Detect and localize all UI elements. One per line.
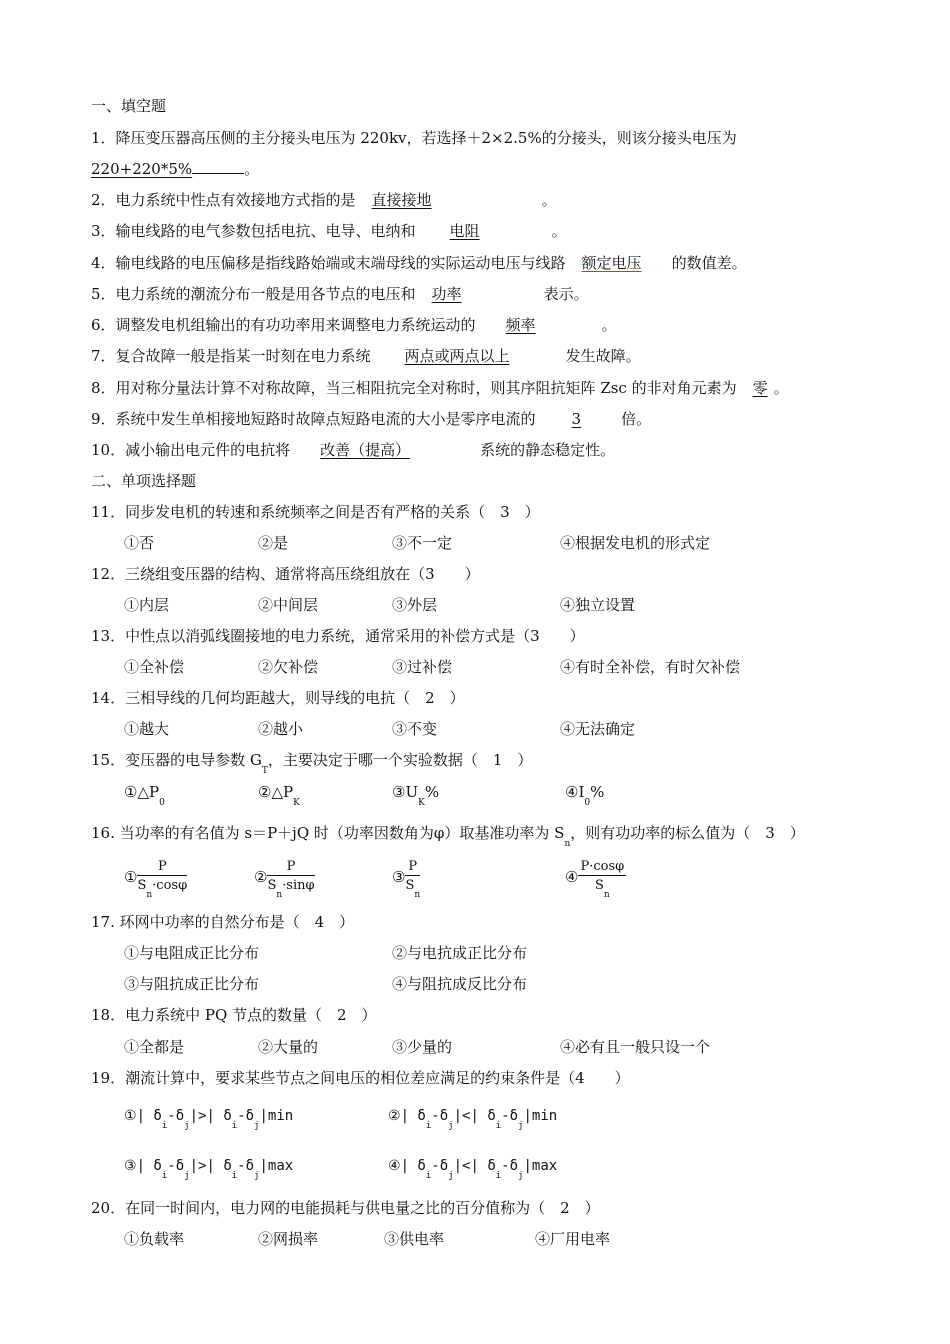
answer-9: 3 xyxy=(571,410,582,428)
question-18-option-2: ②大量的 xyxy=(258,1038,319,1056)
question-11-option-4: ④根据发电机的形式定 xyxy=(560,534,711,552)
question-14-option-1: ①越大 xyxy=(124,720,170,738)
question-17-option-2: ②与电抗成正比分布 xyxy=(392,944,528,962)
question-12-option-1: ①内层 xyxy=(124,596,170,614)
question-20-option-4: ④厂用电率 xyxy=(535,1230,611,1248)
question-19-option-4: ④| $\delta_i-\delta_j|<|$ $\delta_i-\delta_j|\max$ xyxy=(388,1158,558,1181)
question-16-option-4: ④ $\frac{P\cdot\cos\varphi}{S_n}$ xyxy=(565,859,625,900)
question-7: 7．复合故障一般是指某一时刻在电力系统 两点或两点以上 发生故障。 xyxy=(91,347,641,365)
section-title-choice: 二、单项选择题 xyxy=(91,472,197,490)
question-13-option-4: ④有时全补偿，有时欠补偿 xyxy=(560,658,741,676)
question-14-stem: 14．三相导线的几何均距越大，则导线的电抗（ 2 ） xyxy=(91,689,465,707)
question-20-option-2: ②网损率 xyxy=(258,1230,319,1248)
answer-7: 两点或两点以上 xyxy=(404,347,510,365)
question-3: 3．输电线路的电气参数包括电抗、电导、电纳和 电阻 。 xyxy=(91,222,567,240)
question-1-line2: 220+220*5% 。 xyxy=(91,160,260,178)
question-18-stem: 18．电力系统中 PQ 节点的数量（ 2 ） xyxy=(91,1006,377,1024)
question-9: 9．系统中发生单相接地短路时故障点短路电流的大小是零序电流的 3 倍。 xyxy=(91,410,652,428)
question-12-option-2: ②中间层 xyxy=(258,596,319,614)
question-17-stem: 17. 环网中功率的自然分布是（ 4 ） xyxy=(91,913,355,931)
section-title-fill: 一、填空题 xyxy=(91,97,167,115)
answer-3: 电阻 xyxy=(449,222,480,240)
answer-6: 频率 xyxy=(505,316,536,334)
question-16-option-2: ② $\frac{P}{S_n\cdot\sin\varphi}$ xyxy=(254,859,315,900)
question-14-option-2: ②越小 xyxy=(258,720,304,738)
question-19-option-2: ②| $\delta_i-\delta_j|<|$ $\delta_i-\delta_j|\min$ xyxy=(388,1108,558,1131)
question-19-option-3: ③| $\delta_i-\delta_j|>|$ $\delta_i-\delta_j|\max$ xyxy=(124,1158,294,1181)
answer-5: 功率 xyxy=(431,285,462,303)
question-15-stem: 15．变压器的电导参数 $G_T$，主要决定于哪一个实验数据（ 1 ） xyxy=(91,751,533,776)
question-11-option-2: ②是 xyxy=(258,534,289,552)
question-11-option-3: ③不一定 xyxy=(392,534,453,552)
answer-8: 零 xyxy=(752,379,768,397)
question-16-option-1: ① $\frac{P}{S_n\cdot\cos\varphi}$ xyxy=(124,859,188,900)
question-10: 10．减小输出电元件的电抗将 改善（提高） 系统的静态稳定性。 xyxy=(91,441,616,459)
question-13-stem: 13．中性点以消弧线圈接地的电力系统，通常采用的补偿方式是（3 ） xyxy=(91,627,585,645)
question-15-option-4: $④I_0\%$ xyxy=(565,783,605,808)
question-13-option-1: ①全补偿 xyxy=(124,658,185,676)
question-20-option-3: ③供电率 xyxy=(384,1230,445,1248)
question-18-option-1: ①全都是 xyxy=(124,1038,185,1056)
question-11-option-1: ①否 xyxy=(124,534,155,552)
question-17-option-3: ③与阻抗成正比分布 xyxy=(124,975,260,993)
question-12-option-3: ③外层 xyxy=(392,596,438,614)
question-1-line1: 1．降压变压器高压侧的主分接头电压为 220kv，若选择＋2×2.5%的分接头，则该分接头电压为 xyxy=(91,129,737,147)
answer-4: 额定电压 xyxy=(581,254,642,272)
question-14-option-4: ④无法确定 xyxy=(560,720,636,738)
question-13-option-3: ③过补偿 xyxy=(392,658,453,676)
question-8: 8．用对称分量法计算不对称故障，当三相阻抗完全对称时，则其序阻抗矩阵 Zsc 的非对角元素为 零 。 xyxy=(91,379,789,397)
question-12-stem: 12．三绕组变压器的结构、通常将高压绕组放在（3 ） xyxy=(91,565,480,583)
question-11-stem: 11．同步发电机的转速和系统频率之间是否有严格的关系（ 3 ） xyxy=(91,503,540,521)
question-20-option-1: ①负载率 xyxy=(124,1230,185,1248)
question-16-option-3: ③ $\frac{P}{S_n}$ xyxy=(392,859,421,900)
question-14-option-3: ③不变 xyxy=(392,720,438,738)
question-4: 4．输电线路的电压偏移是指线路始端或末端母线的实际运动电压与线路 额定电压 的数值差。 xyxy=(91,254,747,272)
question-18-option-3: ③少量的 xyxy=(392,1038,453,1056)
question-19-stem: 19．潮流计算中，要求某些节点之间电压的相位差应满足的约束条件是（4 ） xyxy=(91,1069,630,1087)
question-18-option-4: ④必有且一般只设一个 xyxy=(560,1038,711,1056)
question-6: 6．调整发电机组输出的有功功率用来调整电力系统运动的 频率 。 xyxy=(91,316,617,334)
question-20-stem: 20．在同一时间内，电力网的电能损耗与供电量之比的百分值称为（ 2 ） xyxy=(91,1199,600,1217)
answer-10: 改善（提高） xyxy=(320,441,411,459)
question-15-option-1: $①\triangle P_0$ xyxy=(124,783,165,808)
question-17-option-4: ④与阻抗成反比分布 xyxy=(392,975,528,993)
question-2: 2．电力系统中性点有效接地方式指的是 直接接地 。 xyxy=(91,191,557,209)
question-16-stem: 16. 当功率的有名值为 s＝P＋jQ 时（功率因数角为φ）取基准功率为 $S_n$，则有功功率的标么值为（ 3 ） xyxy=(91,824,805,849)
question-12-option-4: ④独立设置 xyxy=(560,596,636,614)
question-19-option-1: ①| $\delta_i-\delta_j|>|$ $\delta_i-\delta_j|\min$ xyxy=(124,1108,294,1131)
question-5: 5．电力系统的潮流分布一般是用各节点的电压和 功率 表示。 xyxy=(91,285,589,303)
question-17-option-1: ①与电阻成正比分布 xyxy=(124,944,260,962)
question-13-option-2: ②欠补偿 xyxy=(258,658,319,676)
answer-1: 220+220*5% xyxy=(91,160,193,178)
question-15-option-3: $③U_K\%$ xyxy=(392,783,440,808)
question-15-option-2: $②\triangle P_K$ xyxy=(258,783,300,808)
answer-2: 直接接地 xyxy=(371,191,432,209)
